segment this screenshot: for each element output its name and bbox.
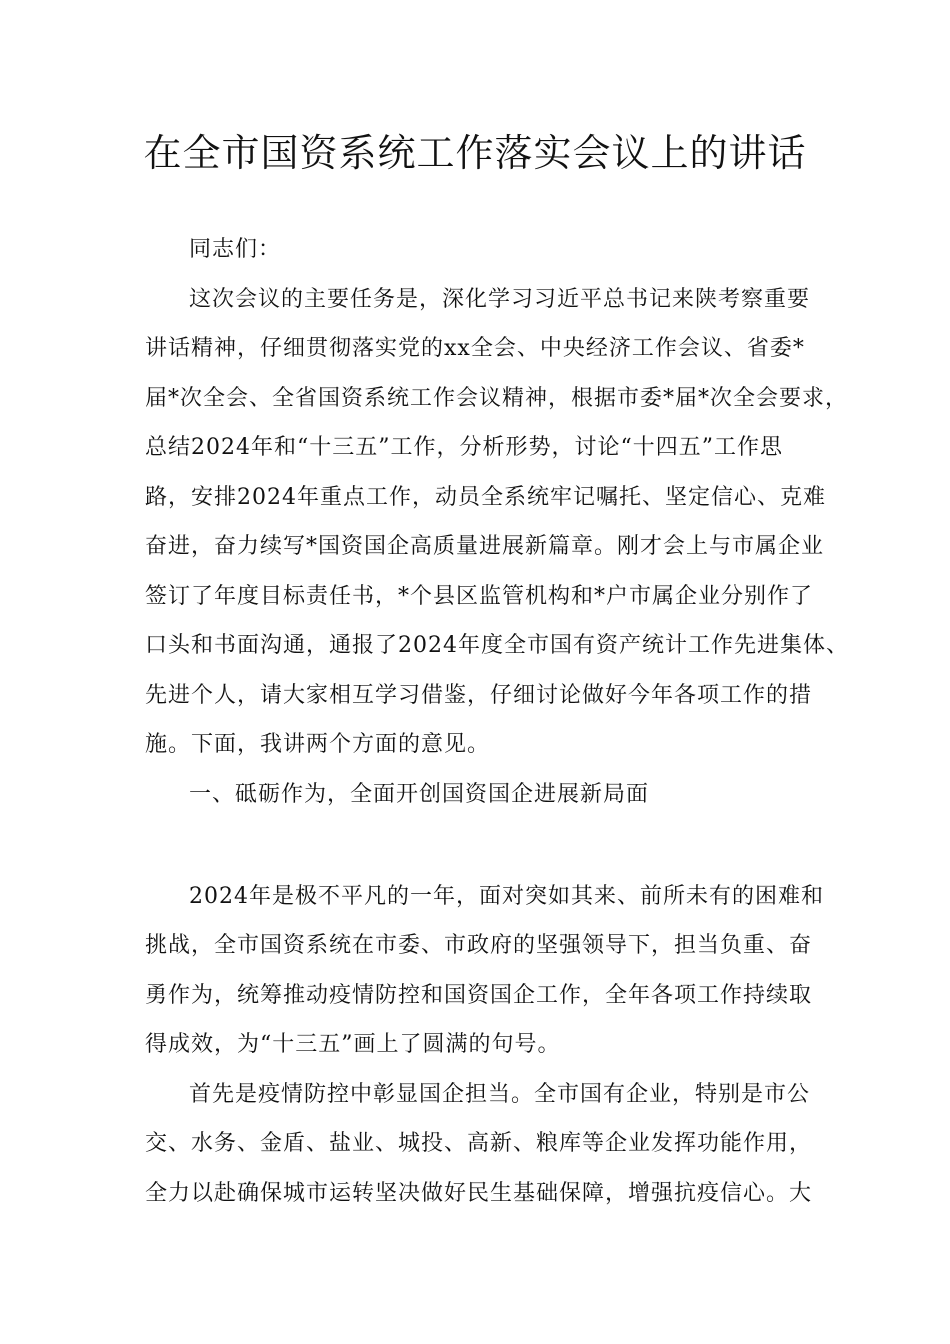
salutation: 同志们： [189,237,282,262]
paragraph-2-line: 勇作为，统筹推动疫情防控和国资国企工作，全年各项工作持续取 [145,983,813,1008]
paragraph-3-line: 首先是疫情防控中彰显国企担当。全市国有企业，特别是市公 [189,1082,811,1107]
paragraph-1-line: 届*次全会、全省国资系统工作会议精神，根据市委*届*次全会要求， [145,386,849,411]
paragraph-1-line: 这次会议的主要任务是，深化学习习近平总书记来陕考察重要 [189,287,811,312]
paragraph-2-line: 挑战，全市国资系统在市委、市政府的坚强领导下，担当负重、奋 [145,933,813,958]
paragraph-1-line: 口头和书面沟通，通报了2024年度全市国有资产统计工作先进集体、 [145,633,849,658]
paragraph-1-line: 签订了年度目标责任书，*个县区监管机构和*户市属企业分别作了 [145,584,814,609]
paragraph-1-line: 施。下面，我讲两个方面的意见。 [145,732,491,757]
paragraph-3-line: 交、水务、金盾、盐业、城投、高新、粮库等企业发挥功能作用， [145,1131,813,1156]
section-heading-1: 一、砥砺作为，全面开创国资国企进展新局面 [189,782,650,807]
paragraph-1-line: 总结2024年和“十三五”工作，分析形势，讨论“十四五”工作思 [145,435,783,460]
paragraph-3-line: 全力以赴确保城市运转坚决做好民生基础保障，增强抗疫信心。大 [145,1181,813,1206]
paragraph-2-line: 得成效，为“十三五”画上了圆满的句号。 [145,1032,561,1057]
paragraph-2-line: 2024年是极不平凡的一年，面对突如其来、前所未有的困难和 [189,884,824,909]
paragraph-1-line: 讲话精神，仔细贯彻落实党的xx全会、中央经济工作会议、省委* [145,336,805,361]
paragraph-1-line: 先进个人，请大家相互学习借鉴，仔细讨论做好今年各项工作的措 [145,683,813,708]
document-title: 在全市国资系统工作落实会议上的讲话 [143,131,807,175]
paragraph-1-line: 路，安排2024年重点工作，动员全系统牢记嘱托、坚定信心、克难 [145,485,826,510]
paragraph-1-line: 奋进，奋力续写*国资国企高质量进展新篇章。刚才会上与市属企业 [145,534,825,559]
